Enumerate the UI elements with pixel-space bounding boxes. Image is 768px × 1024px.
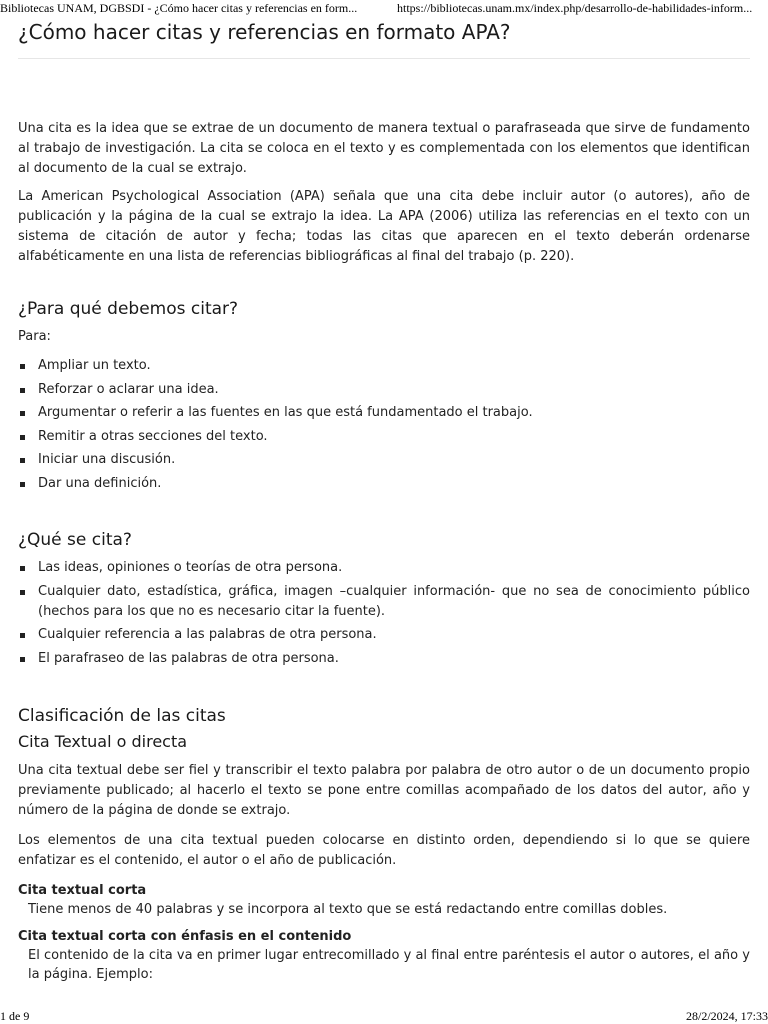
list-item-text: El parafraseo de las palabras de otra persona. [38, 650, 339, 666]
bullet-icon [20, 482, 25, 487]
list-item-text: Argumentar o referir a las fuentes en las que está fundamentado el trabajo. [38, 405, 533, 421]
bullet-icon [20, 566, 25, 571]
section-heading: ¿Para qué debemos citar? [18, 299, 239, 319]
bullet-icon [20, 633, 25, 638]
list-item-text: Las ideas, opiniones o teorías de otra persona. [38, 559, 343, 575]
intro-paragraph: La American Psychological Association (APA) señala que una cita debe incluir autor (o autores), año de publicación y la página de la cual se extrajo la idea. La APA (2006) utiliza las referencias en el texto con un sistema de citación de autor y fecha; todas las citas que aparecen en el texto deberán ordenarse alfabéticamente en una lista de referencias bibliográficas al final del trabajo (p. 220). [18, 189, 750, 264]
list-item [18, 649, 750, 669]
page-number: 1 de 9 [0, 1009, 30, 1023]
body-paragraph: Los elementos de una cita textual pueden colocarse en distinto orden, dependiendo si lo que se quiere enfatizar es el contenido, el autor o el año de publicación. [18, 832, 750, 868]
bullet-icon [20, 435, 25, 440]
bullet-list [18, 558, 750, 669]
bullet-icon [20, 388, 25, 393]
list-item-text: Reforzar o aclarar una idea. [38, 381, 219, 397]
bullet-icon [20, 657, 25, 662]
why-cite-section [18, 297, 750, 494]
section-heading: Clasificación de las citas [18, 705, 226, 726]
bullet-icon [20, 590, 25, 595]
list-item-text: Iniciar una discusión. [38, 452, 176, 468]
intro-section [18, 119, 750, 267]
bullet-icon [20, 411, 25, 416]
article [18, 16, 750, 992]
print-header-url: https://bibliotecas.unam.mx/index.php/desarrollo-de-habilidades-inform... [397, 1, 753, 15]
print-timestamp: 28/2/2024, 17:33 [685, 1009, 768, 1023]
what-cite-section [18, 528, 750, 669]
list-item-text: Ampliar un texto. [38, 358, 151, 373]
list-item [18, 380, 750, 400]
section-heading: ¿Qué se cita? [18, 529, 132, 550]
list-item [18, 582, 750, 622]
page-title: ¿Cómo hacer citas y referencias en formato APA? [18, 16, 750, 59]
list-item [18, 474, 750, 494]
list-item-text: Remitir a otras secciones del texto. [38, 428, 268, 444]
list-item [18, 558, 750, 578]
list-item-text: Dar una definición. [38, 475, 162, 491]
definition-term: Cita textual corta con énfasis en el contenido [18, 928, 352, 944]
body-paragraph: Una cita textual debe ser fiel y transcribir el texto palabra por palabra de otro autor o de un documento propio previamente publicado; al hacerlo el texto se pone entre comillas acompañado de los datos del autor, año y número de la página de donde se extrajo. [18, 762, 750, 818]
list-item-text: Cualquier dato, estadística, gráfica, imagen –cualquier información- que no sea de conocimiento público (hechos para los que no es necesario citar la fuente). [38, 583, 750, 619]
list-item [18, 403, 750, 423]
classification-section [18, 704, 750, 984]
section-lead: Para: [18, 329, 51, 344]
list-item [18, 625, 750, 645]
list-item [18, 356, 750, 376]
print-header-title: Bibliotecas UNAM, DGBSDI - ¿Cómo hacer citas y referencias en form... [0, 1, 358, 15]
print-footer [0, 1008, 768, 1024]
definition-item [18, 881, 750, 919]
bullet-icon [20, 458, 25, 463]
list-item-text: Cualquier referencia a las palabras de otra persona. [38, 627, 377, 643]
definition-item [18, 927, 750, 984]
definition-text: El contenido de la cita va en primer lugar entrecomillado y al final entre paréntesis el autor o autores, el año y la página. Ejemplo: [28, 947, 750, 982]
bullet-list [18, 356, 750, 494]
print-header [0, 0, 768, 16]
intro-paragraph: Una cita es la idea que se extrae de un documento de manera textual o parafraseada que sirve de fundamento al trabajo de investigación. La cita se coloca en el texto y es complementada con los elementos que identifican al documento de la cual se extrajo. [18, 121, 750, 176]
sub-heading: Cita Textual o directa [18, 731, 188, 751]
bullet-icon [20, 364, 25, 369]
definition-text: Tiene menos de 40 palabras y se incorpora al texto que se está redactando entre comillas dobles. [28, 901, 668, 917]
list-item [18, 427, 750, 447]
list-item [18, 450, 750, 470]
definition-term: Cita textual corta [18, 882, 147, 898]
